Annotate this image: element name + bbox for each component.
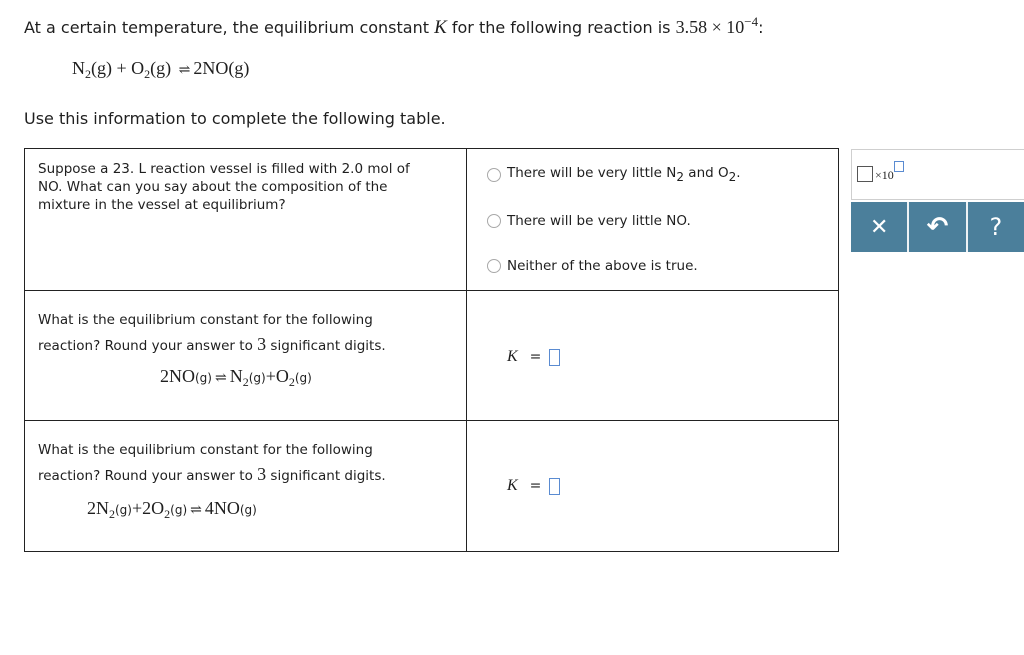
row3-question-cell [25, 421, 467, 552]
radio-button[interactable] [487, 259, 501, 273]
question-table [24, 148, 839, 552]
row3-question: What is the equilibrium constant for the following reaction? Round your answer to 3 significant digits. [38, 442, 386, 484]
equilibrium-arrow-icon: ⇌ [190, 503, 202, 518]
divider [966, 202, 968, 252]
k-answer-input-2[interactable] [549, 478, 560, 495]
row3-reaction: $2N_2(g)+2O_2(g)$ ⇌ 4NO(g) [87, 498, 257, 521]
sci-notation-button[interactable]: ×10 [857, 161, 904, 182]
row1-question-cell [25, 149, 467, 291]
row2-question: What is the equilibrium constant for the following reaction? Round your answer to 3 significant digits. [38, 312, 386, 354]
row2-question-cell [25, 291, 467, 421]
row2-answer-cell [467, 291, 839, 421]
k-symbol: K [434, 17, 447, 38]
toolbox-actions [851, 202, 1024, 252]
option-neither[interactable]: Neither of the above is true. [487, 258, 838, 274]
row1-question: Suppose a 23. L reaction vessel is filled with 2.0 mol of NO. What can you say about the composition of the mixture in the vessel at equilibrium? [38, 161, 410, 213]
mantissa-box-icon [857, 166, 873, 182]
row1-options-cell [467, 149, 839, 291]
exponent-box-icon [894, 161, 904, 172]
instruction-text: Use this information to complete the following table. [24, 109, 446, 128]
radio-button[interactable] [487, 168, 501, 182]
row2-reaction: 2NO(g) ⇌ $N_2(g)+O_2(g)$ [160, 366, 312, 389]
given-reaction: $N_2(g) + O_2(g)$ ⇌ 2NO(g) [72, 58, 250, 81]
x-icon: ✕ [869, 214, 889, 240]
equilibrium-arrow-icon: ⇌ [214, 371, 227, 386]
row3-answer: K = [467, 421, 838, 495]
row3-answer-cell [467, 421, 839, 552]
undo-icon: ↶ [926, 212, 949, 242]
k-value: $3.58 \times 10^{-4}$ [675, 14, 759, 37]
option-little-n2-o2[interactable]: There will be very little $N_2$ and $O_2$. [487, 165, 838, 184]
undo-button[interactable] [909, 202, 965, 252]
divider [907, 202, 909, 252]
math-toolbox [851, 149, 1024, 200]
row2-answer: K = [467, 291, 838, 366]
k-answer-input-1[interactable] [549, 349, 560, 366]
question-icon: ? [989, 213, 1003, 241]
equilibrium-arrow-icon: ⇌ [178, 63, 191, 78]
option-little-no[interactable]: There will be very little NO. [487, 213, 838, 229]
help-button[interactable] [968, 202, 1024, 252]
clear-button[interactable] [851, 202, 907, 252]
radio-button[interactable] [487, 214, 501, 228]
intro-text: At a certain temperature, the equilibrium constant K for the following reaction is $3.58 \times 10^{-4}$: [24, 14, 764, 38]
